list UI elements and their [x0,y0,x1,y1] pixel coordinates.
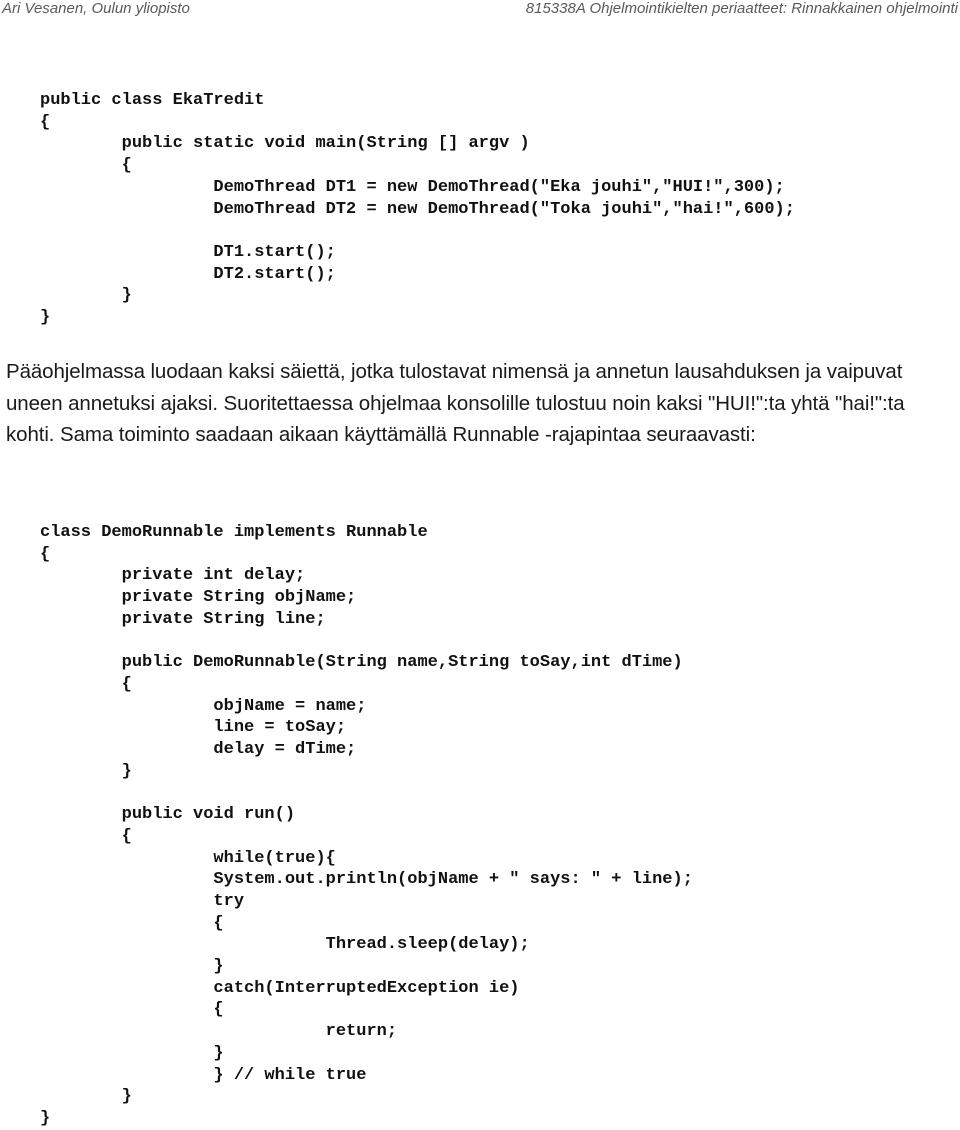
code-block-ekatredit: public class EkaTredit { public static void main(String [] argv ) { DemoThread DT1 = new DemoThread("Eka jouhi","HUI!",300); DemoThread DT2 = new DemoThread("Toka jouhi","hai!",600); DT1.start(); DT2.start(); } } [40,91,795,328]
header-course-title: 815338A Ohjelmointikielten periaatteet: Rinnakkainen ohjelmointi [525,0,958,17]
page-header [0,0,960,22]
body-paragraph: Pääohjelmassa luodaan kaksi säiettä, jotka tulostavat nimensä ja annetun lausahduksen ja vaipuvat uneen annetuksi ajaksi. Suoritettaessa ohjelmaa konsolille tulostuu noin kaksi "HUI!":ta yhtä "hai!":ta kohti. Sama toiminto saadaan aikaan käyttämällä Runnable -rajapintaa seuraavasti: [6,360,905,446]
header-author: Ari Vesanen, Oulun yliopisto [2,0,190,17]
code-block-demorunnable: class DemoRunnable implements Runnable { private int delay; private String objName; private String line; public DemoRunnable(String name,String toSay,int dTime) { objName = name; line = toSay; delay = dTime; } public void run() { while(true){ System.out.println(objName + " says: " + line); try { Thread.sleep(delay); } catch(InterruptedException ie) { return; } } // while true } } [40,523,693,1128]
